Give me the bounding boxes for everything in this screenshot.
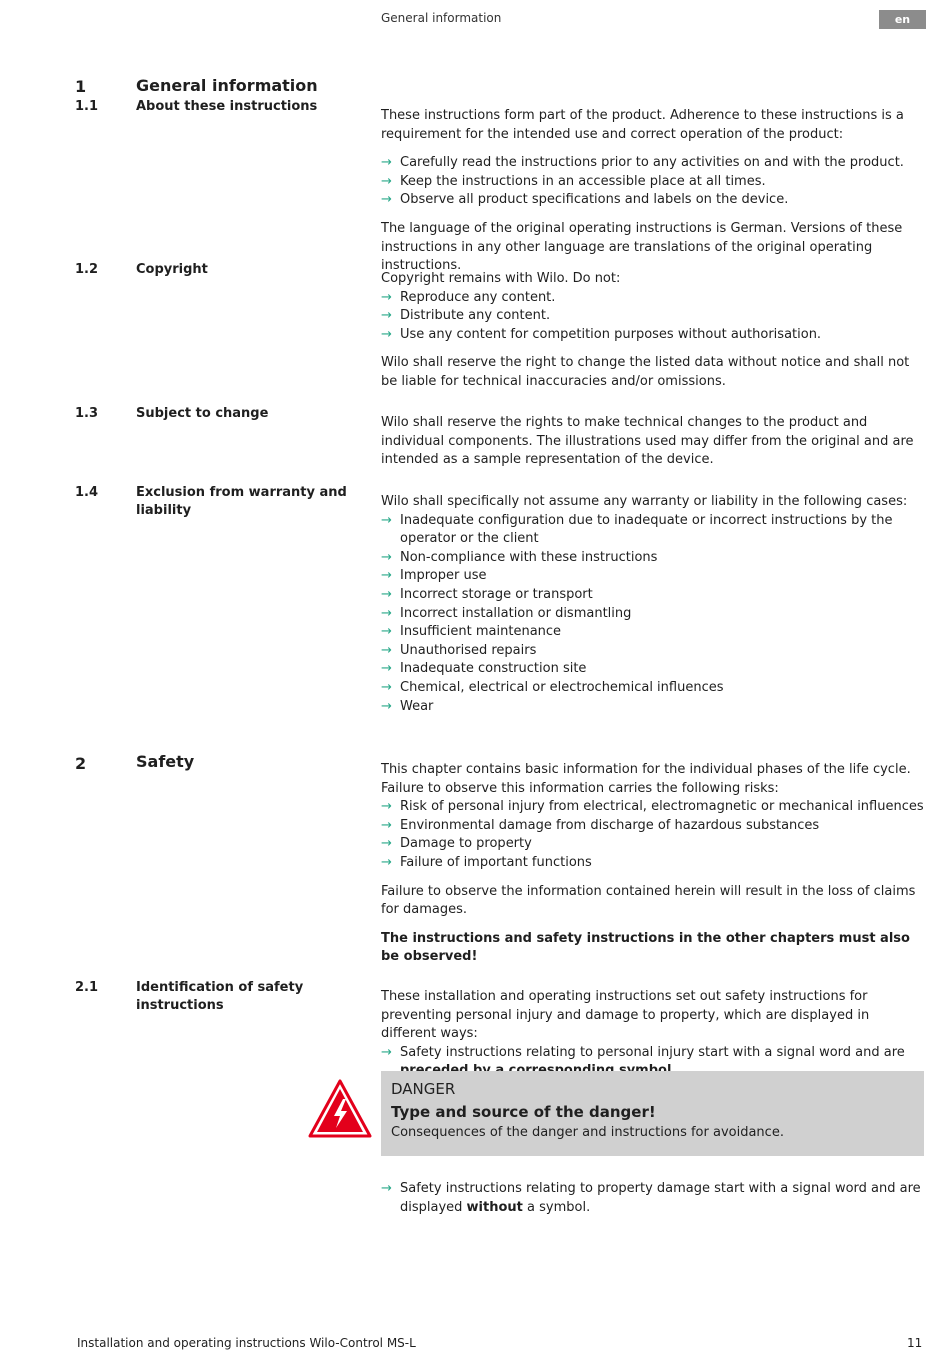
arrow-right-icon: → bbox=[381, 326, 392, 342]
arrow-right-icon: → bbox=[381, 661, 392, 677]
paragraph: Failure to observe the information contained herein will result in the loss of claims for damages. bbox=[381, 883, 916, 918]
list-item: → Non-compliance with these instructions bbox=[381, 549, 926, 568]
paragraph: These installation and operating instructions set out safety instructions for preventing personal injury and damage to property, which are displayed in different ways: bbox=[381, 989, 870, 1042]
list-item: → Wear bbox=[381, 698, 926, 717]
subsection-body-1-1 bbox=[381, 107, 926, 286]
subsection-body-2-1-cont bbox=[381, 1180, 926, 1227]
arrow-right-icon: → bbox=[381, 679, 392, 695]
subsection-body-1-2 bbox=[381, 270, 926, 402]
subsection-number: 1.2 bbox=[75, 262, 99, 277]
list-item: → Safety instructions relating to personal injury start with a signal word and are bbox=[381, 1044, 926, 1081]
arrow-right-icon: → bbox=[381, 1181, 392, 1196]
list-item: → Reproduce any content. bbox=[381, 289, 926, 308]
arrow-right-icon: → bbox=[381, 1044, 392, 1060]
list-item: → Observe all product specifications and labels on the device. bbox=[381, 191, 926, 210]
arrow-right-icon: → bbox=[381, 836, 392, 852]
list-item: → Damage to property bbox=[381, 835, 926, 854]
danger-consequence: Consequences of the danger and instructions for avoidance. bbox=[391, 1125, 784, 1140]
subsection-title: Exclusion from warranty and liability bbox=[136, 485, 347, 518]
section-title: General information bbox=[136, 76, 318, 95]
arrow-right-icon: → bbox=[381, 155, 392, 171]
page-number: 11 bbox=[907, 1336, 923, 1350]
arrow-right-icon: → bbox=[381, 192, 392, 208]
arrow-right-icon: → bbox=[381, 289, 392, 305]
header-title: General information bbox=[381, 11, 502, 25]
list-item: → Improper use bbox=[381, 567, 926, 586]
arrow-right-icon: → bbox=[381, 586, 392, 602]
subsection-title: Identification of safety instructions bbox=[136, 980, 304, 1013]
arrow-right-icon: → bbox=[381, 854, 392, 870]
subsection-title: Subject to change bbox=[136, 406, 269, 421]
list-item: → Use any content for competition purposes without authorisation. bbox=[381, 326, 926, 345]
bullet-list bbox=[381, 512, 926, 717]
arrow-right-icon: → bbox=[381, 817, 392, 833]
subsection-body-1-4 bbox=[381, 493, 926, 726]
arrow-right-icon: → bbox=[381, 173, 392, 189]
subsection-body-1-3 bbox=[381, 414, 926, 480]
paragraph: Wilo shall reserve the rights to make technical changes to the product and individual components. The illustrations used may differ from the original and are intended as a sample representation of the device. bbox=[381, 415, 914, 468]
section-title: Safety bbox=[136, 752, 195, 771]
list-item: → Unauthorised repairs bbox=[381, 642, 926, 661]
arrow-right-icon: → bbox=[381, 512, 392, 528]
electrical-hazard-icon bbox=[307, 1078, 373, 1140]
list-item: → Incorrect installation or dismantling bbox=[381, 605, 926, 624]
list-item: → Chemical, electrical or electrochemical influences bbox=[381, 679, 926, 698]
section-number: 2 bbox=[75, 754, 87, 773]
list-item: → Inadequate configuration due to inadequate or incorrect instructions by the operator or the client bbox=[381, 512, 893, 547]
paragraph: This chapter contains basic information for the individual phases of the life cycle. Failure to observe this information carries the following risks: bbox=[381, 762, 911, 796]
bullet-list bbox=[381, 154, 926, 210]
list-item: → Failure of important functions bbox=[381, 854, 926, 873]
list-item: → Keep the instructions in an accessible place at all times. bbox=[381, 173, 926, 192]
danger-signal-word: DANGER bbox=[391, 1080, 456, 1098]
bullet-list bbox=[381, 798, 926, 872]
subsection-number: 1.3 bbox=[75, 406, 99, 421]
arrow-right-icon: → bbox=[381, 698, 392, 714]
subsection-number: 1.1 bbox=[75, 99, 99, 114]
bullet-list bbox=[381, 289, 926, 345]
danger-warning-box bbox=[381, 1071, 924, 1156]
list-item: → Safety instructions relating to property damage start with a signal word and are displayed without a symbol. bbox=[381, 1181, 921, 1215]
paragraph: Copyright remains with Wilo. Do not: bbox=[381, 271, 621, 286]
arrow-right-icon: → bbox=[381, 568, 392, 584]
list-item: → Insufficient maintenance bbox=[381, 623, 926, 642]
subsection-title: About these instructions bbox=[136, 99, 318, 114]
list-item: → Inadequate construction site bbox=[381, 660, 926, 679]
paragraph: These instructions form part of the product. Adherence to these instructions is a requirement for the intended use and correct operation of the product: bbox=[381, 108, 904, 142]
subsection-number: 2.1 bbox=[75, 980, 99, 995]
paragraph: The language of the original operating instructions is German. Versions of these instructions in any other language are translations of the original operating instructions. bbox=[381, 220, 903, 274]
list-item: → Distribute any content. bbox=[381, 307, 926, 326]
arrow-right-icon: → bbox=[381, 308, 392, 324]
list-item: → Risk of personal injury from electrical, electromagnetic or mechanical influences bbox=[381, 798, 926, 817]
list-item: → Environmental damage from discharge of hazardous substances bbox=[381, 817, 926, 836]
danger-headline: Type and source of the danger! bbox=[391, 1103, 656, 1121]
arrow-right-icon: → bbox=[381, 549, 392, 565]
footer-document-title: Installation and operating instructions Wilo-Control MS-L bbox=[77, 1336, 416, 1350]
bullet-list bbox=[381, 1180, 926, 1217]
arrow-right-icon: → bbox=[381, 605, 392, 621]
list-item: → Carefully read the instructions prior to any activities on and with the product. bbox=[381, 154, 926, 173]
arrow-right-icon: → bbox=[381, 642, 392, 658]
paragraph: Wilo shall specifically not assume any warranty or liability in the following cases: bbox=[381, 494, 908, 509]
arrow-right-icon: → bbox=[381, 799, 392, 815]
subsection-number: 1.4 bbox=[75, 485, 99, 500]
emphasis-paragraph: The instructions and safety instructions in the other chapters must also be observed! bbox=[381, 930, 910, 965]
arrow-right-icon: → bbox=[381, 624, 392, 640]
list-item: → Incorrect storage or transport bbox=[381, 586, 926, 605]
section-body-2 bbox=[381, 761, 926, 977]
language-badge: en bbox=[879, 10, 926, 29]
paragraph: Wilo shall reserve the right to change the listed data without notice and shall not be liable for technical inaccuracies and/or omissions. bbox=[381, 355, 910, 389]
subsection-title: Copyright bbox=[136, 262, 208, 277]
section-number: 1 bbox=[75, 77, 87, 96]
